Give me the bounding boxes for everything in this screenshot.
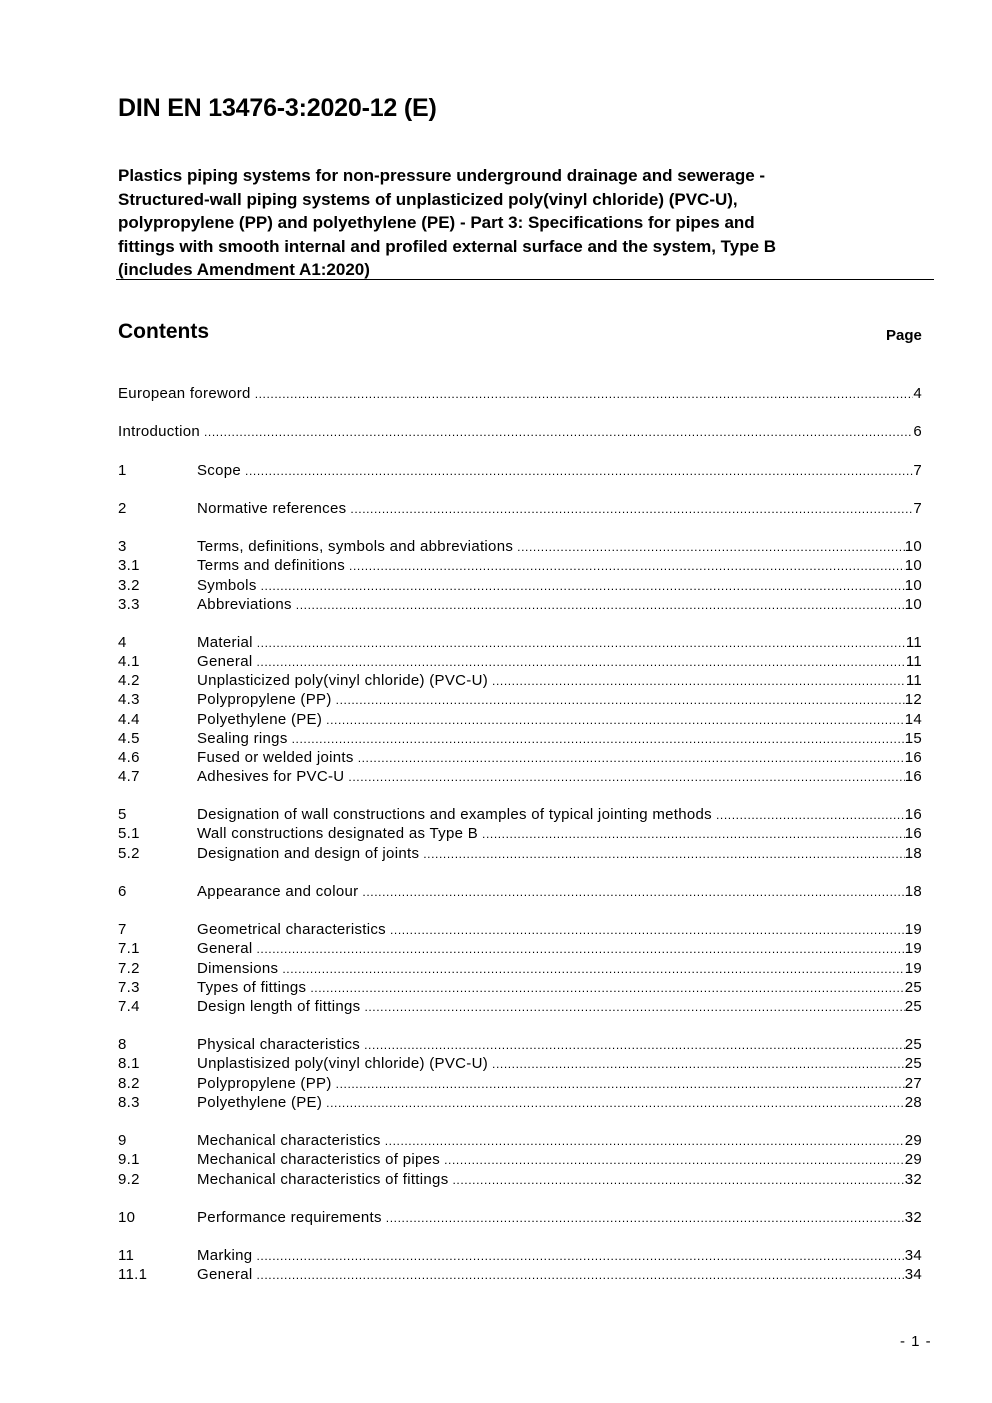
toc-entry-page: 16 [904, 825, 922, 842]
toc-entry[interactable] [118, 1265, 922, 1284]
toc-entry[interactable] [118, 384, 922, 403]
toc-entry-label: Unplastisized poly(vinyl chloride) (PVC-U) [197, 1055, 489, 1072]
toc-entry-label: Symbols [197, 577, 257, 594]
toc-dot-leader [296, 596, 905, 615]
toc-entry-number: 4.4 [118, 711, 140, 728]
toc-dot-leader [364, 998, 904, 1017]
toc-dot-leader [385, 1132, 905, 1151]
toc-entry-label: General [197, 653, 253, 670]
toc-dot-leader [492, 1055, 905, 1074]
toc-dot-leader [362, 883, 904, 902]
toc-entry-label: Marking [197, 1247, 253, 1264]
toc-entry[interactable] [118, 1035, 922, 1054]
toc-entry-page: 18 [904, 845, 922, 862]
toc-dot-leader [257, 634, 906, 653]
toc-dot-leader [204, 423, 913, 442]
toc-entry-number: 4.2 [118, 672, 140, 689]
toc-entry-label: Adhesives for PVC-U [197, 768, 345, 785]
toc-entry[interactable] [118, 824, 922, 843]
toc-entry-number: 8.3 [118, 1094, 140, 1111]
toc-entry-number: 7.1 [118, 940, 140, 957]
toc-entry-page: 32 [904, 1209, 922, 1226]
toc-entry-page: 14 [904, 711, 922, 728]
toc-dot-leader [444, 1151, 905, 1170]
toc-entry-page: 25 [904, 1036, 922, 1053]
toc-entry[interactable] [118, 997, 922, 1016]
toc-entry[interactable] [118, 729, 922, 748]
toc-entry[interactable] [118, 1131, 922, 1150]
toc-entry-number: 8 [118, 1036, 127, 1053]
toc-entry-page: 10 [904, 577, 922, 594]
toc-dot-leader [386, 1209, 905, 1228]
contents-heading: Contents [118, 320, 209, 343]
toc-entry[interactable] [118, 920, 922, 939]
toc-entry[interactable] [118, 939, 922, 958]
toc-entry-label: Designation and design of joints [197, 845, 420, 862]
toc-entry-label: Appearance and colour [197, 883, 359, 900]
toc-entry-number: 4.5 [118, 730, 140, 747]
toc-entry-number: 9.2 [118, 1171, 140, 1188]
toc-entry-number: 3.3 [118, 596, 140, 613]
toc-entry-page: 25 [904, 979, 922, 996]
toc-entry-number: 4.6 [118, 749, 140, 766]
toc-entry-page: 4 [913, 385, 922, 402]
toc-entry-label: Mechanical characteristics [197, 1132, 381, 1149]
toc-entry-page: 11 [905, 653, 922, 670]
toc-dot-leader [282, 960, 904, 979]
toc-entry[interactable] [118, 1054, 922, 1073]
document-id-title: DIN EN 13476-3:2020-12 (E) [118, 94, 437, 122]
toc-entry[interactable] [118, 882, 922, 901]
toc-dot-leader [336, 1075, 905, 1094]
toc-entry[interactable] [118, 767, 922, 786]
toc-entry-label: Material [197, 634, 253, 651]
toc-dot-leader [292, 730, 905, 749]
toc-entry-label: Terms and definitions [197, 557, 346, 574]
toc-entry[interactable] [118, 1093, 922, 1112]
toc-entry[interactable] [118, 633, 922, 652]
toc-entry-number: 9 [118, 1132, 127, 1149]
toc-entry-label: Normative references [197, 500, 347, 517]
toc-entry-page: 12 [904, 691, 922, 708]
toc-entry-number: 7.4 [118, 998, 140, 1015]
subtitle-line: Structured-wall piping systems of unplasticized poly(vinyl chloride) (PVC-U), [118, 189, 738, 209]
toc-entry[interactable] [118, 595, 922, 614]
toc-dot-leader [256, 940, 904, 959]
toc-entry-label: Sealing rings [197, 730, 288, 747]
toc-entry-page: 18 [904, 883, 922, 900]
toc-dot-leader [336, 691, 905, 710]
toc-entry-number: 3.1 [118, 557, 140, 574]
toc-entry-label: Polyethylene (PE) [197, 711, 323, 728]
toc-entry-number: 5.1 [118, 825, 140, 842]
title-divider [116, 279, 934, 280]
toc-entry-label: Types of fittings [197, 979, 307, 996]
toc-entry-page: 16 [904, 768, 922, 785]
toc-entry-page: 19 [904, 960, 922, 977]
toc-dot-leader [358, 749, 905, 768]
toc-entry-label: Mechanical characteristics of pipes [197, 1151, 441, 1168]
toc-dot-leader [423, 845, 904, 864]
toc-entry-page: 11 [905, 634, 922, 651]
toc-dot-leader [310, 979, 904, 998]
toc-entry[interactable] [118, 499, 922, 518]
toc-entry[interactable] [118, 556, 922, 575]
toc-entry[interactable] [118, 576, 922, 595]
toc-dot-leader [364, 1036, 905, 1055]
toc-entry-label: Performance requirements [197, 1209, 382, 1226]
toc-entry-page: 34 [904, 1247, 922, 1264]
toc-entry-page: 6 [913, 423, 922, 440]
toc-entry-number: 4.7 [118, 768, 140, 785]
toc-entry-page: 15 [904, 730, 922, 747]
toc-entry-page: 25 [904, 998, 922, 1015]
toc-entry-page: 28 [904, 1094, 922, 1111]
toc-entry-label: Unplasticized poly(vinyl chloride) (PVC-U) [197, 672, 489, 689]
toc-entry-label: Design length of fittings [197, 998, 361, 1015]
toc-entry-number: 7.3 [118, 979, 140, 996]
toc-entry-number: 11.1 [118, 1266, 148, 1283]
toc-dot-leader [348, 768, 904, 787]
toc-entry-page: 11 [905, 672, 922, 689]
toc-entry-page: 29 [904, 1132, 922, 1149]
toc-entry-page: 7 [913, 462, 922, 479]
toc-entry-page: 10 [904, 538, 922, 555]
toc-entry-number: 4.3 [118, 691, 140, 708]
toc-dot-leader [326, 1094, 905, 1113]
toc-entry-number: 5.2 [118, 845, 140, 862]
toc-dot-leader [255, 385, 914, 404]
toc-entry[interactable] [118, 690, 922, 709]
toc-entry[interactable] [118, 805, 922, 824]
toc-entry[interactable] [118, 978, 922, 997]
document-subtitle [118, 164, 930, 282]
toc-entry-label: Abbreviations [197, 596, 292, 613]
toc-dot-leader [256, 1247, 904, 1266]
toc-entry-number: 7.2 [118, 960, 140, 977]
footer-page-number: - 1 - [900, 1333, 932, 1350]
toc-entry[interactable] [118, 422, 922, 441]
toc-entry-label: General [197, 1266, 253, 1283]
toc-entry-page: 19 [904, 921, 922, 938]
toc-entry-number: 11 [118, 1247, 135, 1264]
toc-entry-label: Introduction [118, 423, 200, 440]
toc-entry-page: 16 [904, 806, 922, 823]
toc-entry-label: Mechanical characteristics of fittings [197, 1171, 449, 1188]
toc-entry[interactable] [118, 710, 922, 729]
toc-entry-label: General [197, 940, 253, 957]
toc-entry-number: 7 [118, 921, 127, 938]
toc-entry-page: 27 [904, 1075, 922, 1092]
toc-entry-label: Geometrical characteristics [197, 921, 386, 938]
toc-entry-number: 2 [118, 500, 127, 517]
toc-entry[interactable] [118, 1150, 922, 1169]
toc-dot-leader [326, 711, 905, 730]
toc-entry-label: Wall constructions designated as Type B [197, 825, 479, 842]
toc-entry-page: 25 [904, 1055, 922, 1072]
page-column-heading: Page [886, 327, 922, 344]
toc-entry-number: 3.2 [118, 577, 140, 594]
toc-dot-leader [453, 1171, 905, 1190]
toc-entry-label: European foreword [118, 385, 251, 402]
toc-entry-label: Polyethylene (PE) [197, 1094, 323, 1111]
subtitle-line: (includes Amendment A1:2020) [118, 260, 370, 279]
toc-entry[interactable] [118, 671, 922, 690]
toc-entry-label: Polypropylene (PP) [197, 691, 332, 708]
toc-dot-leader [245, 462, 913, 481]
toc-entry-page: 32 [904, 1171, 922, 1188]
toc-entry-number: 4 [118, 634, 127, 651]
toc-entry-number: 8.1 [118, 1055, 140, 1072]
toc-dot-leader [256, 653, 905, 672]
subtitle-line: fittings with smooth internal and profiled external surface and the system, Type B [118, 236, 777, 256]
toc-dot-leader [256, 1266, 904, 1285]
toc-entry[interactable] [118, 1208, 922, 1227]
toc-entry[interactable] [118, 844, 922, 863]
toc-dot-leader [349, 557, 905, 576]
toc-dot-leader [482, 825, 905, 844]
toc-entry-label: Polypropylene (PP) [197, 1075, 332, 1092]
toc-entry-number: 4.1 [118, 653, 140, 670]
toc-entry-label: Designation of wall constructions and examples of typical jointing methods [197, 806, 712, 823]
toc-dot-leader [350, 500, 913, 519]
toc-entry-page: 10 [904, 596, 922, 613]
toc-dot-leader [492, 672, 906, 691]
toc-entry-number: 3 [118, 538, 127, 555]
toc-entry-number: 9.1 [118, 1151, 140, 1168]
toc-entry[interactable] [118, 537, 922, 556]
toc-dot-leader [390, 921, 905, 940]
toc-entry-number: 8.2 [118, 1075, 140, 1092]
toc-entry-label: Scope [197, 462, 242, 479]
toc-entry[interactable] [118, 748, 922, 767]
toc-entry-page: 16 [904, 749, 922, 766]
toc-entry-number: 6 [118, 883, 127, 900]
toc-entry-page: 7 [913, 500, 922, 517]
toc-entry[interactable] [118, 959, 922, 978]
toc-entry-number: 1 [118, 462, 127, 479]
toc-entry-label: Physical characteristics [197, 1036, 361, 1053]
toc-entry-page: 10 [904, 557, 922, 574]
toc-entry-label: Terms, definitions, symbols and abbreviations [197, 538, 514, 555]
subtitle-line: polypropylene (PP) and polyethylene (PE) - Part 3: Specifications for pipes and [118, 213, 755, 232]
toc-dot-leader [716, 806, 905, 825]
toc-entry[interactable] [118, 1074, 922, 1093]
toc-entry-label: Fused or welded joints [197, 749, 354, 766]
toc-dot-leader [261, 577, 905, 596]
subtitle-line: Plastics piping systems for non-pressure underground drainage and sewerage - [118, 166, 766, 185]
toc-entry-label: Dimensions [197, 960, 279, 977]
toc-entry[interactable] [118, 1246, 922, 1265]
toc-entry-number: 5 [118, 806, 127, 823]
toc-dot-leader [517, 538, 905, 557]
toc-entry-page: 34 [904, 1266, 922, 1283]
toc-entry[interactable] [118, 461, 922, 480]
toc-entry-number: 10 [118, 1209, 136, 1226]
toc-entry[interactable] [118, 652, 922, 671]
toc-entry-page: 19 [904, 940, 922, 957]
toc-entry[interactable] [118, 1170, 922, 1189]
toc-entry-page: 29 [904, 1151, 922, 1168]
